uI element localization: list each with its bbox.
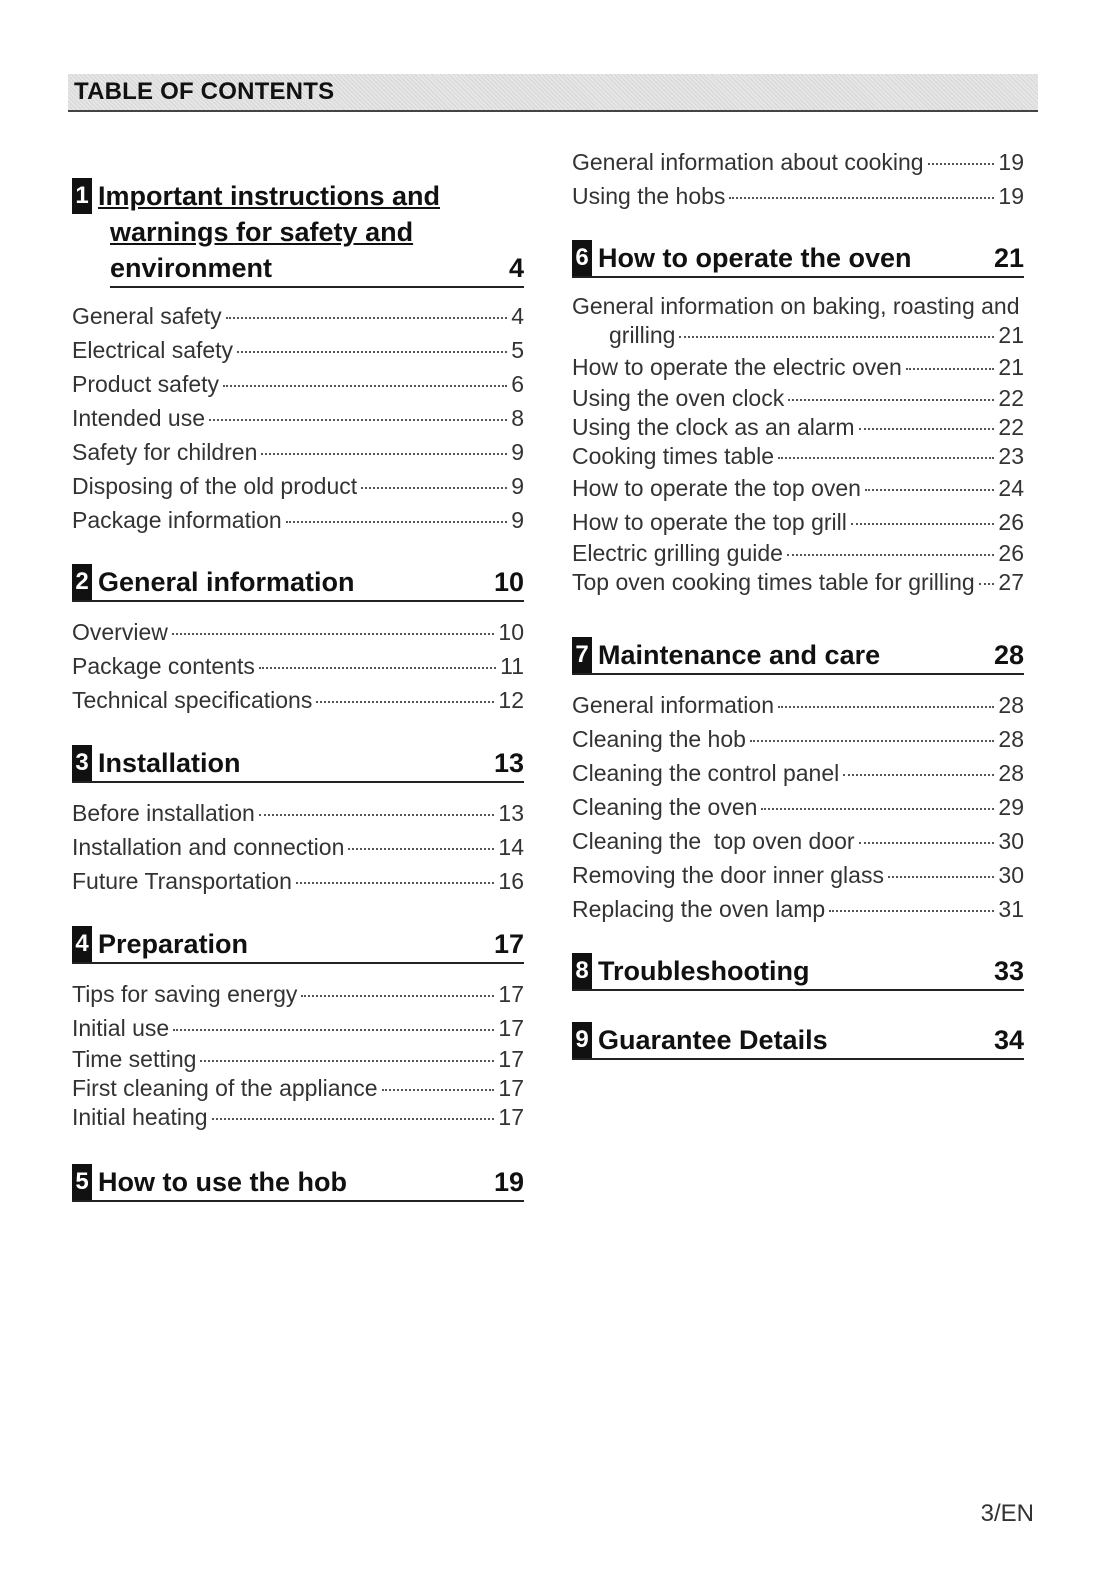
toc-entry[interactable] (572, 688, 1024, 722)
entry-page: 17 (498, 1104, 524, 1130)
leader-dots (778, 706, 994, 708)
section-number-badge: 7 (572, 637, 592, 673)
entry-label: Safety for children (72, 439, 258, 465)
entry-label: Before installation (72, 800, 255, 826)
entry-continuation (572, 321, 1024, 350)
leader-dots (979, 583, 995, 585)
entry-label: General information on baking, roasting and (572, 293, 1020, 319)
section-number-badge: 4 (72, 926, 92, 962)
leader-dots (778, 457, 994, 459)
toc-entry[interactable] (572, 413, 1024, 442)
entry-label-continued: grilling (609, 322, 676, 348)
entry-page: 21 (998, 354, 1024, 380)
entry-page: 28 (998, 726, 1024, 752)
section-8 (572, 953, 1024, 991)
section-8-page: 33 (993, 956, 1024, 986)
entry-label: Using the hobs (572, 183, 726, 209)
entry-label: Cleaning the top oven door (572, 828, 855, 854)
entry-label: How to operate the top grill (572, 509, 847, 535)
section-2-page: 10 (493, 567, 524, 597)
leader-dots (209, 419, 507, 421)
toc-entry[interactable] (72, 299, 524, 333)
section-6-heading[interactable] (572, 240, 1024, 278)
entry-page: 23 (998, 443, 1024, 469)
toc-entry[interactable] (572, 539, 1024, 568)
section-6-page: 21 (993, 243, 1024, 273)
leader-dots (173, 1029, 494, 1031)
entry-page: 8 (511, 405, 524, 431)
toc-entry[interactable] (572, 722, 1024, 756)
toc-entry[interactable] (572, 790, 1024, 824)
toc-entry[interactable] (572, 858, 1024, 892)
section-1 (72, 178, 524, 288)
toc-entry[interactable] (72, 435, 524, 469)
entry-label: How to operate the electric oven (572, 354, 902, 380)
entry-page: 11 (500, 653, 524, 679)
section-6 (572, 240, 1024, 278)
section-7-entries (572, 688, 1024, 926)
section-1-title-line: warnings for safety and (110, 217, 414, 247)
section-number-badge: 8 (572, 953, 592, 989)
leader-dots (906, 368, 995, 370)
entry-label: Using the clock as an alarm (572, 414, 855, 440)
section-1-title-last-line (110, 250, 524, 288)
entry-page: 6 (511, 371, 524, 397)
toc-entry[interactable] (72, 333, 524, 367)
section-3 (72, 745, 524, 783)
section-4-title: Preparation (98, 929, 249, 959)
entry-page: 30 (998, 828, 1024, 854)
toc-entry[interactable] (572, 756, 1024, 790)
section-2-title: General information (98, 567, 355, 597)
entry-label: Cleaning the control panel (572, 760, 840, 786)
toc-entry[interactable] (72, 649, 524, 683)
toc-entry[interactable] (72, 977, 524, 1011)
entry-page: 28 (998, 760, 1024, 786)
section-number-badge: 1 (72, 178, 92, 214)
toc-entry[interactable] (72, 503, 524, 537)
section-5-page: 19 (493, 1167, 524, 1197)
entry-page: 9 (511, 439, 524, 465)
section-7-title: Maintenance and care (598, 640, 881, 670)
leader-dots (382, 1089, 495, 1091)
leader-dots (237, 351, 507, 353)
entry-label: Product safety (72, 371, 220, 397)
entry-label: Top oven cooking times table for grilling (572, 569, 975, 595)
entry-page: 19 (998, 149, 1024, 175)
leader-dots (296, 882, 495, 884)
leader-dots (865, 489, 994, 491)
section-4-entries (72, 977, 524, 1132)
leader-dots (200, 1060, 494, 1062)
toc-entry[interactable] (72, 796, 524, 830)
section-1-page: 4 (508, 253, 524, 283)
toc-entry[interactable] (572, 471, 1024, 505)
toc-entry[interactable] (72, 615, 524, 649)
entry-label: Cooking times table (572, 443, 774, 469)
section-number-badge: 5 (72, 1164, 92, 1200)
entry-page: 26 (998, 509, 1024, 535)
toc-title: TABLE OF CONTENTS (74, 78, 335, 105)
entry-label: Removing the door inner glass (572, 862, 884, 888)
toc-entry[interactable] (72, 1103, 524, 1132)
entry-page: 28 (998, 692, 1024, 718)
section-3-entries (72, 796, 524, 898)
entry-label: How to operate the top oven (572, 475, 861, 501)
entry-label: Disposing of the old product (72, 473, 358, 499)
section-4-page: 17 (493, 929, 524, 959)
leader-dots (212, 1118, 495, 1120)
leader-dots (361, 487, 507, 489)
entry-label: Package information (72, 507, 282, 533)
entry-label: Tips for saving energy (72, 981, 298, 1007)
toc-entry[interactable] (72, 830, 524, 864)
toc-entry[interactable] (572, 179, 1024, 213)
section-1-heading[interactable] (72, 178, 524, 288)
entry-page: 14 (498, 834, 524, 860)
toc-entry[interactable] (72, 683, 524, 717)
toc-entry[interactable] (572, 350, 1024, 384)
leader-dots (301, 995, 494, 997)
section-7-page: 28 (993, 640, 1024, 670)
section-8-heading[interactable] (572, 953, 1024, 991)
entry-page: 9 (511, 473, 524, 499)
entry-label: General safety (72, 303, 222, 329)
leader-dots (859, 428, 995, 430)
leader-dots (843, 774, 994, 776)
toc-entry[interactable] (72, 469, 524, 503)
section-7-heading[interactable] (572, 637, 1024, 675)
section-6-title: How to operate the oven (598, 243, 912, 273)
entry-label: Electrical safety (72, 337, 234, 363)
page-number: 3/EN (980, 1500, 1034, 1527)
entry-page: 21 (998, 322, 1024, 348)
toc-entry[interactable] (572, 568, 1024, 597)
section-1-entries (72, 299, 524, 537)
entry-page: 27 (998, 569, 1024, 595)
entry-label: Initial use (72, 1015, 170, 1041)
section-5-heading[interactable] (72, 1164, 524, 1202)
section-4 (72, 926, 524, 964)
toc-entry[interactable] (572, 824, 1024, 858)
section-number-badge: 9 (572, 1022, 592, 1058)
entry-page: 29 (998, 794, 1024, 820)
section-5-title: How to use the hob (98, 1167, 347, 1197)
toc-entry[interactable] (572, 892, 1024, 926)
entry-page: 12 (498, 687, 524, 713)
entry-label: General information about cooking (572, 149, 924, 175)
section-2-heading[interactable] (72, 564, 524, 602)
leader-dots (316, 701, 494, 703)
leader-dots (788, 399, 994, 401)
section-5 (72, 1164, 524, 1202)
leader-dots (172, 633, 495, 635)
toc-entry[interactable] (72, 1074, 524, 1103)
leader-dots (750, 740, 994, 742)
entry-label: Installation and connection (72, 834, 345, 860)
leader-dots (829, 910, 994, 912)
section-1-title-line: environment (110, 253, 273, 283)
section-8-title: Troubleshooting (598, 956, 810, 986)
entry-page: 16 (498, 868, 524, 894)
entry-label: Package contents (72, 653, 255, 679)
toc-entry[interactable] (572, 442, 1024, 471)
entry-page: 17 (498, 1015, 524, 1041)
entry-page: 31 (998, 896, 1024, 922)
entry-page: 17 (498, 1075, 524, 1101)
section-3-title: Installation (98, 748, 241, 778)
entry-page: 22 (998, 385, 1024, 411)
leader-dots (851, 523, 995, 525)
entry-label: Initial heating (72, 1104, 208, 1130)
toc-entry[interactable] (72, 401, 524, 435)
leader-dots (259, 814, 495, 816)
section-9-heading[interactable] (572, 1022, 1024, 1060)
entry-label: Using the oven clock (572, 385, 785, 411)
section-9-title: Guarantee Details (598, 1025, 828, 1055)
toc-entry[interactable] (572, 384, 1024, 413)
section-2-entries (72, 615, 524, 717)
section-number-badge: 3 (72, 745, 92, 781)
leader-dots (259, 667, 496, 669)
entry-label: Intended use (72, 405, 206, 431)
entry-page: 26 (998, 540, 1024, 566)
toc-entry[interactable] (572, 505, 1024, 539)
entry-label: Technical specifications (72, 687, 313, 713)
entry-label: Cleaning the hob (572, 726, 746, 752)
entry-page: 24 (998, 475, 1024, 501)
leader-dots (888, 876, 994, 878)
toc-entry[interactable] (72, 864, 524, 898)
leader-dots (928, 163, 995, 165)
entry-label: General information (572, 692, 774, 718)
section-number-badge: 6 (572, 240, 592, 276)
entry-page: 13 (498, 800, 524, 826)
toc-entry[interactable] (72, 367, 524, 401)
leader-dots (261, 453, 507, 455)
leader-dots (348, 848, 494, 850)
section-9 (572, 1022, 1024, 1060)
section-2 (72, 564, 524, 602)
leader-dots (286, 521, 508, 523)
leader-dots (226, 317, 508, 319)
leader-dots (761, 808, 994, 810)
toc-header-bar (68, 74, 1038, 112)
section-3-heading[interactable] (72, 745, 524, 783)
leader-dots (223, 385, 507, 387)
section-4-heading[interactable] (72, 926, 524, 964)
entry-label: Replacing the oven lamp (572, 896, 826, 922)
section-5-entries (572, 145, 1024, 213)
entry-label: Future Transportation (72, 868, 292, 894)
leader-dots (679, 336, 994, 338)
entry-label: First cleaning of the appliance (72, 1075, 378, 1101)
entry-label: Electric grilling guide (572, 540, 783, 566)
entry-page: 30 (998, 862, 1024, 888)
leader-dots (787, 554, 994, 556)
toc-entry[interactable] (72, 1045, 524, 1074)
entry-label: Overview (72, 619, 168, 645)
entry-page: 10 (498, 619, 524, 645)
section-1-title-line: Important instructions and (98, 181, 441, 211)
section-3-page: 13 (493, 748, 524, 778)
entry-page: 19 (998, 183, 1024, 209)
entry-page: 9 (511, 507, 524, 533)
toc-entry[interactable] (572, 145, 1024, 179)
entry-page: 22 (998, 414, 1024, 440)
entry-page: 17 (498, 981, 524, 1007)
entry-label: Cleaning the oven (572, 794, 758, 820)
entry-page: 5 (511, 337, 524, 363)
leader-dots (859, 842, 995, 844)
toc-entry[interactable] (572, 292, 1024, 350)
section-number-badge: 2 (72, 564, 92, 600)
entry-page: 4 (511, 303, 524, 329)
entry-page: 17 (498, 1046, 524, 1072)
section-9-page: 34 (993, 1025, 1024, 1055)
section-6-entries (572, 292, 1024, 597)
leader-dots (729, 197, 994, 199)
section-7 (572, 637, 1024, 675)
entry-label: Time setting (72, 1046, 197, 1072)
toc-entry[interactable] (72, 1011, 524, 1045)
